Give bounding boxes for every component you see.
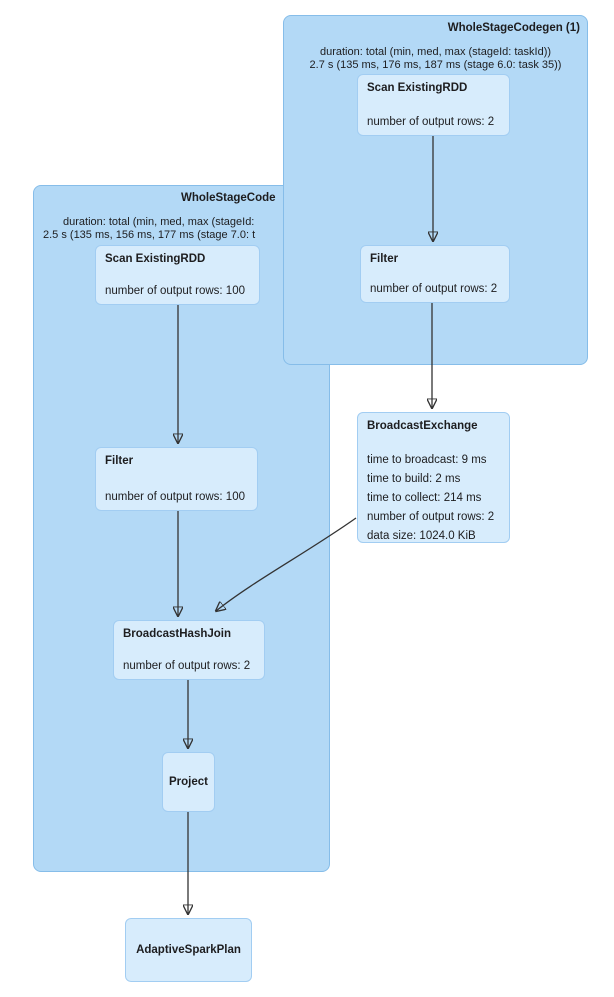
node-title: BroadcastHashJoin [123, 628, 232, 640]
node-title: Filter [370, 253, 399, 265]
cluster-duration-line2: 2.5 s (135 ms, 156 ms, 177 ms (stage 7.0: t [43, 229, 256, 241]
metric-data-size: data size: 1024.0 KiB [367, 530, 476, 542]
node-metric: number of output rows: 2 [123, 660, 251, 672]
node-title: Scan ExistingRDD [367, 82, 468, 94]
node-filter-2[interactable] [95, 447, 258, 511]
node-title: Filter [105, 455, 134, 467]
cluster-duration-line1: duration: total (min, med, max (stageId: taskId)) [319, 46, 552, 58]
metric-time-to-build: time to build: 2 ms [367, 473, 461, 485]
node-title: AdaptiveSparkPlan [136, 944, 241, 956]
node-scan-existingrdd-2[interactable] [95, 245, 260, 305]
metric-time-to-collect: time to collect: 214 ms [367, 492, 482, 504]
node-metric: number of output rows: 100 [105, 491, 245, 503]
metric-time-to-broadcast: time to broadcast: 9 ms [367, 454, 487, 466]
node-title: BroadcastExchange [367, 420, 478, 432]
node-title: Project [169, 776, 208, 788]
cluster-title: WholeStageCodegen (1) [447, 22, 580, 34]
node-broadcast-exchange[interactable] [357, 412, 510, 543]
node-project[interactable] [162, 752, 215, 812]
node-metric: number of output rows: 2 [367, 116, 495, 128]
node-scan-existingrdd-1[interactable] [357, 74, 510, 136]
cluster-wholestagecodegen-1 [283, 15, 588, 365]
node-filter-1[interactable] [360, 245, 510, 303]
node-metrics [367, 451, 494, 546]
node-adaptive-spark-plan[interactable] [125, 918, 252, 982]
node-metric: number of output rows: 100 [105, 285, 245, 297]
node-broadcast-hash-join[interactable] [113, 620, 265, 680]
cluster-title: WholeStageCode [181, 192, 276, 204]
node-metric: number of output rows: 2 [370, 283, 498, 295]
cluster-duration-line1: duration: total (min, med, max (stageId: [63, 216, 255, 228]
cluster-duration-line2: 2.7 s (135 ms, 176 ms, 187 ms (stage 6.0: task 35)) [309, 59, 562, 71]
metric-output-rows: number of output rows: 2 [367, 511, 495, 523]
node-title: Scan ExistingRDD [105, 253, 206, 265]
